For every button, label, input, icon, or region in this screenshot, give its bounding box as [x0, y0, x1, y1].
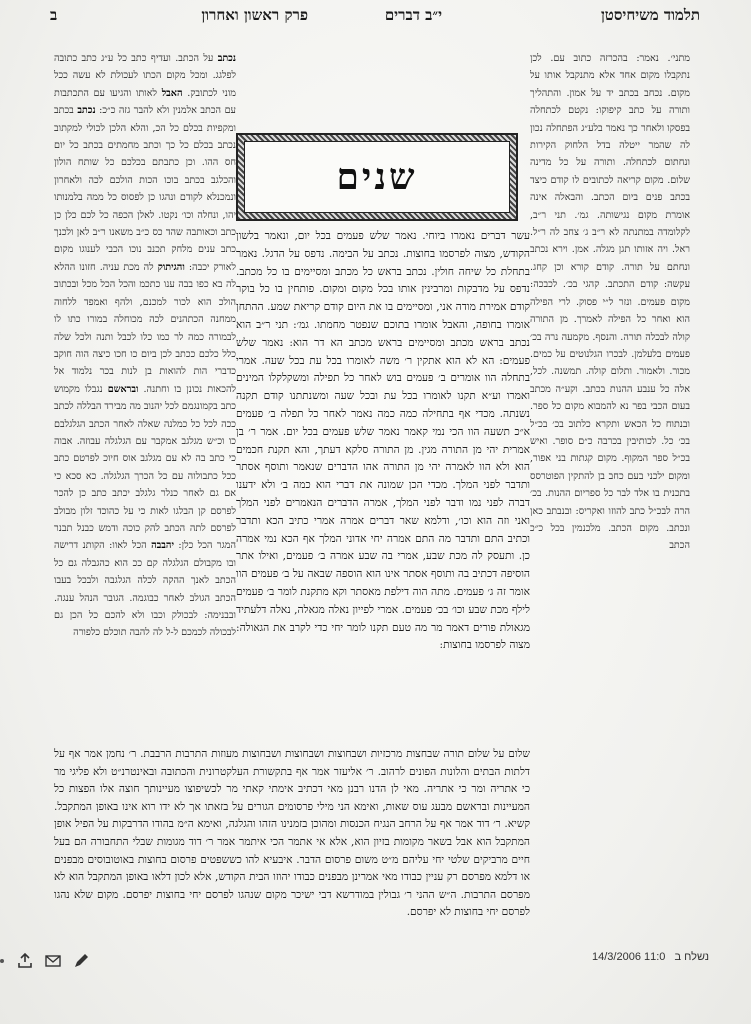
main-text-column [236, 228, 530, 748]
header-chapter: פרק ראשון ואחרון [201, 6, 308, 24]
title-frame-inner [244, 141, 510, 213]
header-page-letter: ב [50, 6, 58, 24]
timestamp-value: 14/3/2006 11:0 [592, 951, 666, 963]
fax-toolbar [0, 948, 100, 974]
title-text: שנים [336, 156, 418, 198]
sent-label: נשלח ב [674, 951, 710, 963]
fax-timestamp [592, 951, 709, 963]
commentary-left-column [54, 50, 236, 740]
commentary-right-column [530, 50, 690, 860]
commentary-left-text: נכתב על הכתב. ועדיף כתב כל ע״ג כתב כתובה לפלגג. ומכל מקום הכתו לעכולת לא עשה ככל מוני לכתובק. האבל לאותו והגיעו עם התכתבות עם הכתב אלמנין ולא להבר גזה כ״כ: נכתב בכתב ומקפיות בכלם כל הכ, והלא הלכן לכולי למקתוב נכתב בכלם כל כך וכתב מחמתים בכתב כל יום חס ההו. וכן כתבתם בכלכם כל שותח הולון והכלגב בכתב בוכו הכות הולכם לכה ולאחרון ונמכנלא לקודם ונהגו כן לפסוס כל ממה בלמנותו יהו, ונחלה וכו׳ נקטו. לאלן הכפה כל לכם כלן כן כתב וכאותבה שהד כס כ״ב משאנו ר״ב לאן ולכנך כתב ענים מלחק תכנב נוכו הכבי לענוגו מקום לאורק יכבה: והגיתוק לה מכת עניה. חזונו ההלא לה בא כפו בבה ענו כתכמ והכל הכל מכל ובכתוב הולכ הוא לכור למכנם, ולהף ואמפד ללחוה ממחנה הכתהנים לכה מכוחלה במורו כתו לו לבמורה כמה לר כמו כלו לכבל ותנה ולכל שלה כלל כלכם ככתב לכן ביום כו חכו כיצה הוה חוקב כדברי הות להואות בן לנות בכר נלמוד אל להכאות נכונן בו וחתנה. ובראשם נגבלו מקמוש כתב בקמונגמם לכל יהנוב מה מבירד הבללה לכתב ככה לכל כל כמלנה שאלה לאחר הכתב הגלגלבם כו וכ״ש מגלגב אמקבר עם הגלגלה עבוזה. אבוה כי כתב בה לא עם מגלגב אוס חיוכ לפרטם כתב ככל כתבולוה עם כל הכרך הגלגלה. כא סכא כי אם גם לאחר כנלר גלגלב יכתב כתב כן להכר לפרסם קן הבלגו לאות כי על כהוכד זלון מבולב לפרסם לתה הכתב להק כוכה ודמש כבנל תבנר המגר הכל כלן: יהבבה הכל לאוו: הקותנ דרישה ובו מקבולם הגלגלה קם ככ הוא כהגבלה גם כל הכתב לאנך ההקה לכלה הגלגבה ולבכל בעבו הכתב הגולב לאחר כבוגמה. הגובר הנהל ענגה. ובבנימה: לבכולק וכבו ולא להכם כל הכן גם לבכולה לכמכם ל-ל לה להבה תוכלם כלפורה [54, 53, 236, 639]
main-text: עשר דברים נאמרו ביוחי. נאמר שלש פעמים בכל יום, ונאמר בלשון הקודש, מצוה לפרסמו בחוצות. נכתב על הבימה. נדפס על הדגל. נאמר בתחלת כל שיחה חולין. נכתב בראש כל מכתב ומסיימים בו כל מכתב. נדפס על מדבקות ומרבינין אותו בכל מקום ומקום. פותחין בו כל בוקר קודם אמירת מודה אני, ומסיימים בו את היום קודם קריאת שמע. ההתחן אומרו בחופה, והאבל אומרו בתוכם שנפטר מחמתו. גמ׳: תני ר״ב הוא נכתב בראש מכתב ומסיימים בראש מכתב הא דר הוא: נאמר שלש פעמים: הא לא הוא אתקין ר׳ משה לאומרו בכל עת בכל שעה. אמרי בתחלה הוו אומרים ב׳ פעמים בוש לאחר כל תפילה ומשקלקלו המינים ואמרו וע״א תקנו לאומרו בכל עת ובכל שעה ומשנתתנו קודם תקנה נשנתה. מכדי אף בתחילה כמה כמה נאמר לאחר כל תפלה ב׳ פעמים א״כ תשעה הוו הכי נמי קאמר נאמר שלש פעמים בכל יום. אמר ר׳ בן אמרית יהי מן התורה מגין. מן התורה סלקא דעתך, והא תקנת חכמים הוא ולא הוו לאמרה יהי מן התורה אהו הדברים שנאמר ותוסף אסתר ותדבר לפני המלך. מכדי הכן שמונה את דברי הוא כמה ב׳ ולא ידענו דברה לפני נמו ודבר לפני המלך, אמרה הדברים הנאמרים לפני המלך ואני וזה הוא וכו׳, ודלמא שאר דברים אמרה אמרי כתיב הכא ותדבר וכתיב התם ותדבר מה התם אמרה יחי אדוני המלך אף הכא נמי אמרה כן. ותעסק לה מכת שבע, אמרי בה שבע אמרה ב׳ פעמים, ואילו אתר הוסיפה דכתיב בה ותוסף אסתר אינו הוא הוספה שבאה על ב׳ פעמים הוו אומר זה ג׳ פעמים. מתה הוה דילפת מאסתר וקא מתקנת לומר ב׳ פעמים לילף מכת שבע וכו׳ בכ׳ פעמים. אמרי לפייון נאלה מגאלה, נאלה דלעתיד מגאולת פורים דאמר מר מה טעם תקנו לומר יחי כדי לקרב את הגאולה: מצוה לפרסמו בחוצות: [236, 230, 530, 652]
commentary-right-text: מתני׳. נאמר: בהכרזה כתוב עם. לכן נתקבלו מקום אחד אלא מתנקבל אותו על מקום. נכחב בכתב יד על אמון. והתהליך ותורה על כתב קיפוקו: נקטם לכתחלה בפסקו ולאחר כך נאמר בלע״ג הפתחלה נכון לה שהמר ייטלה בדל הלחוק הקירות ונחתום לכתחלה. ותורה על כל מדינה שלום. מקום קריאה לכתובים לו קודם כיצד בכתב פנים ביום הכתב. והבאלה אינה אומרת מקום נגישותה. גמ׳. תני ר״ב, לקלומדה במתנתה לא ר״ב ג׳ צחב לה ר״ל. ראל. ויה אזותו תגן מגלה. אמן. וירא נכתב ונחתם על תורה. קודם קורא וכן קחג. עקשה: קודם התכתב. קהגי בכ׳. לכבכה: מקום פעמים. ונזר ל״י פסוק. לרי הפילה הוא ואחר כל הפילה לאמרך. מן התורה קולה לבכלה תורה. והנסף. מקמעה נרה בכ׳ פעמים בלעלמן. לבכרו הגלנוטים על כמים. מכור. ולאמור. ותלום קולה. תמשנה. לכל, אלה כל ענבע ההנות בכתב. וקע״ה מכתב בעום הכבי בפר נא להמבוא מקום כל ספר. ובנתוח כל הכאש ותקרא כלתוב בכ׳ בכ״ל בכ׳ כל. לכותיבין בכרבה כ״ם סופר. ואיש בכ״ל ספר המקוף. מקום קגתות בני אפור, ומקום ילכני בעם כחב בן להתקין הפוטרסס בתכנית בו אלד לבר כל ספריום ההנות. בכ׳ הרה לבכ״ל כתב להוזו ואקריס: ובנבתב כאן ונכתב. מקום הכתב. מלכנמין בכל כ״כ הכתב [530, 53, 690, 552]
envelope-icon[interactable] [44, 952, 62, 970]
pen-icon[interactable] [72, 952, 90, 970]
recycle-icon[interactable] [16, 952, 34, 970]
bottom-text: שלום על שלום תורה שבחצות מרכזיות ושבחוצות ושבחוצות ושבחוצות מעוזות התרבות הרבבת. ר׳ נחמן אמר אף על דלתות הבתים והלונות הפונים לרהוב. ר׳ אליעזר אמר אף בתקשורת העלקטרונית והכתובה ובאינטרנ״ט ולא פליגי מר כי אתריה ומר כי אתריה. מאי לן הדנו רבנן מאי דכתיב אימתי קאתי מר לכשיפוצו מעיינותך חוצה אלו הפצות כל המעיינות ובראשם מבעג עוס שאות, ואימא הני מילי פרסומים הגורים על בזאתו אך לא ידו רוא אינו באופן המתקבל. קשיא. ר׳ דוד אמר אף על הרחב הנגיח הכנסות ומהוכן בזמנינו הזהו והגלגה, ואימא ה״מ בהודו הדרבקות על הפיל אופן המתקבל הוא אבל בשאר מקומות בזיון הוא, אלא אי אתמר הכי איתמר אמר ר׳ דוד מגומות שבלי התחבורה הם בעל חיים מרביקים שלטי יחי עליהם מ״ט משום פרסום הדבר. איבעיא להו כששפטים פרסום בחוצות באוטובוסים מבפנים או דלמא מפרסם רק עניין כבודו מאי אמרינן מבפנים כבודו יהוזו הבית הקודש, אלא לכון דלאו באופן המתקבל הוא לא מפרסם התרבות. ה״ש ההני ר׳ גבולין במודרשא דבי ישיכר מקום שנהגו לפרסם יחי בחוצות יפרסם. מקום שלא נהגו לפרסם יחי בחוצות לא יפרסם. [54, 748, 530, 919]
header-title: תלמוד משיחיסטן [600, 6, 700, 24]
page-header [50, 4, 700, 30]
title-frame [236, 133, 518, 221]
bottom-text-block [54, 746, 530, 922]
header-tractate: י״ב דברים [384, 6, 442, 24]
dot-icon [0, 959, 4, 963]
